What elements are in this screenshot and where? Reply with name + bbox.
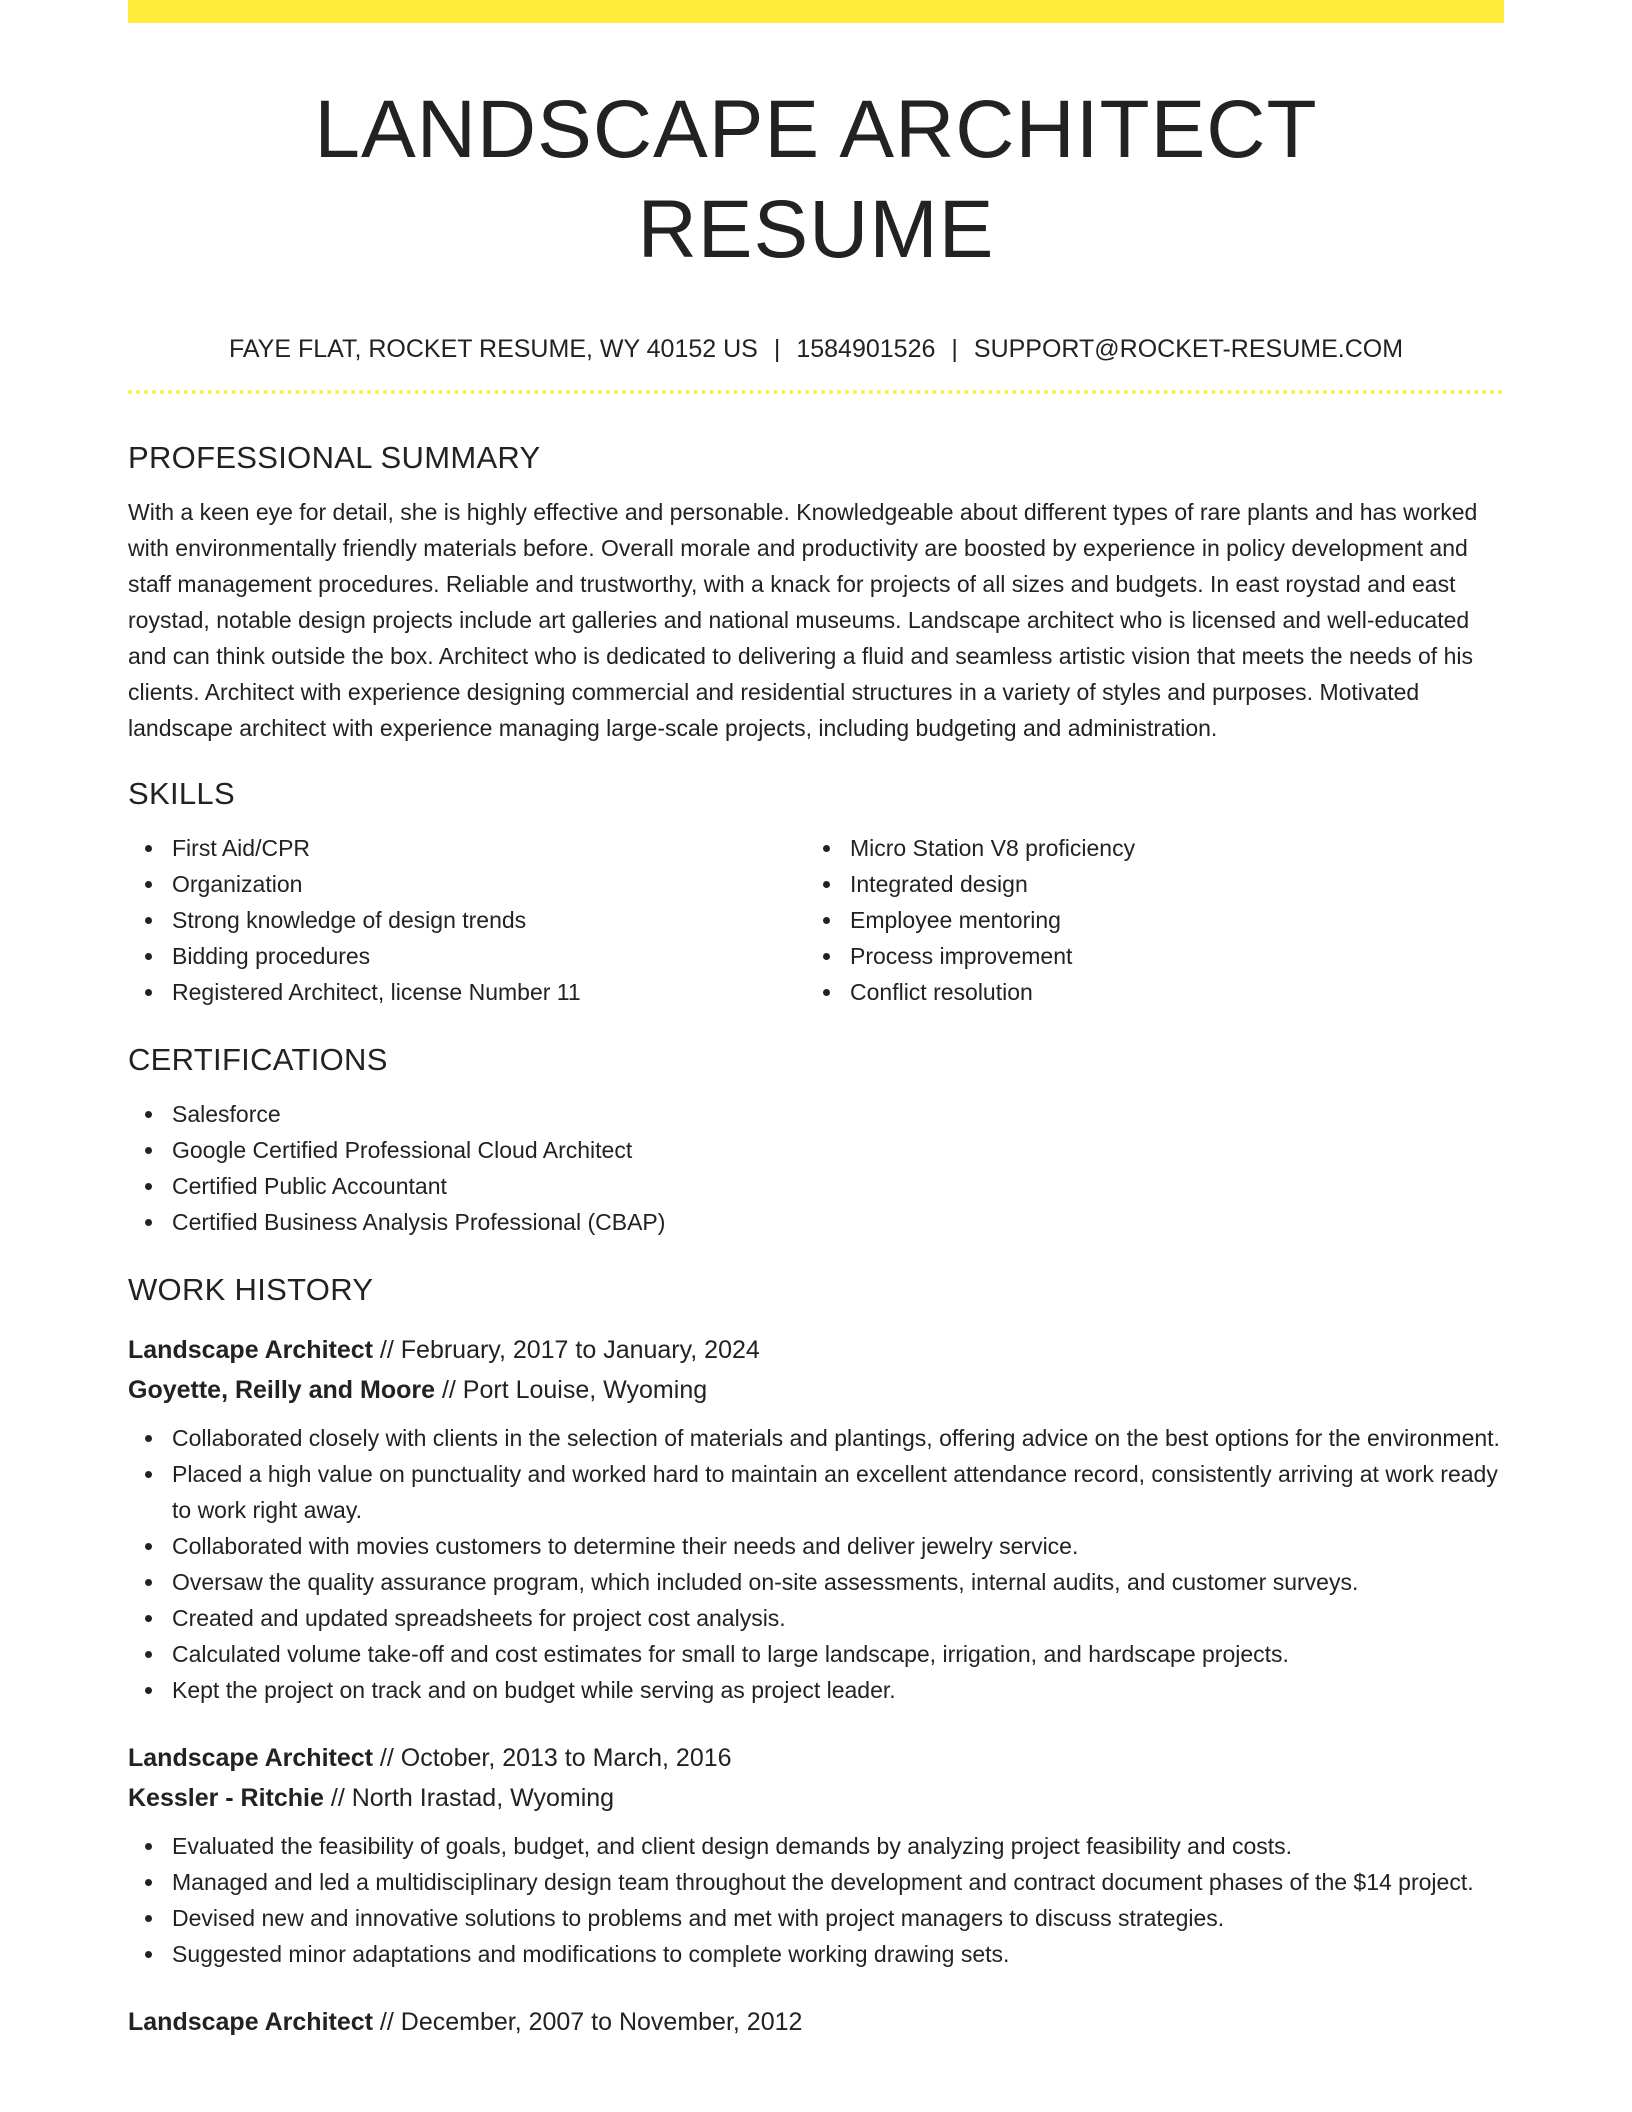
skills-left-list (128, 830, 806, 1010)
skill-item: Integrated design (806, 866, 1484, 902)
job-duty-item: Placed a high value on punctuality and worked hard to maintain an excellent attendance record, consistently arriving at work ready to work right away. (128, 1456, 1504, 1528)
job-duty-item: Kept the project on track and on budget while serving as project leader. (128, 1672, 1504, 1708)
job-dates: // December, 2007 to November, 2012 (372, 2008, 803, 2036)
skills-columns (128, 830, 1504, 1010)
skill-item: Conflict resolution (806, 974, 1484, 1010)
job-company: Kessler - Ritchie (128, 1784, 324, 1812)
resume-document (128, 0, 1504, 2042)
certifications-heading: CERTIFICATIONS (128, 1042, 388, 1077)
job-duty-item: Created and updated spreadsheets for project cost analysis. (128, 1600, 1504, 1636)
certification-item: Certified Business Analysis Professional (CBAP) (128, 1204, 1504, 1240)
job-title-line (128, 1738, 1504, 1778)
job-duty-item: Calculated volume take-off and cost estimates for small to large landscape, irrigation, and hardscape projects. (128, 1636, 1504, 1672)
dotted-divider (128, 390, 1504, 394)
job-title: Landscape Architect (128, 1744, 373, 1772)
skill-item: Strong knowledge of design trends (128, 902, 806, 938)
job-company: Goyette, Reilly and Moore (128, 1376, 436, 1404)
skills-section (128, 774, 1504, 1010)
job-dates: // October, 2013 to March, 2016 (372, 1744, 732, 1772)
job-title-line (128, 1330, 1504, 1370)
job-dates: // February, 2017 to January, 2024 (372, 1336, 760, 1364)
job-entry (128, 2002, 1504, 2042)
skill-item: Employee mentoring (806, 902, 1484, 938)
job-duties-list (128, 1828, 1504, 1972)
job-duties-list (128, 1420, 1504, 1708)
job-title-line (128, 2002, 1504, 2042)
certification-item: Certified Public Accountant (128, 1168, 1504, 1204)
job-duty-item: Managed and led a multidisciplinary design team throughout the development and contract document phases of the $14 project. (128, 1864, 1504, 1900)
job-title: Landscape Architect (128, 2008, 373, 2036)
job-duty-item: Collaborated with movies customers to determine their needs and deliver jewelry service. (128, 1528, 1504, 1564)
skill-item: First Aid/CPR (128, 830, 806, 866)
certifications-section (128, 1040, 1504, 1240)
contact-phone: 1584901526 (796, 335, 936, 363)
skills-right-list (806, 830, 1484, 1010)
job-entry (128, 1330, 1504, 1708)
job-entry (128, 1738, 1504, 1972)
skills-heading: SKILLS (128, 776, 235, 811)
work-history-heading: WORK HISTORY (128, 1272, 374, 1307)
summary-text: With a keen eye for detail, she is highly effective and personable. Knowledgeable about different types of rare plants and has worked with environmentally friendly materials before. Overall morale and productivity are boosted by experience in policy development and staff management procedures. Reliable and trustworthy, with a knack for projects of all sizes and budgets. In east roystad and east roystad, notable design projects include art galleries and national museums. Landscape architect who is licensed and well-educated and can think outside the box. Architect who is dedicated to delivering a fluid and seamless artistic vision that meets the needs of his clients. Architect with experience designing commercial and residential structures in a variety of styles and purposes. Motivated landscape architect with experience managing large-scale projects, including budgeting and administration. (128, 499, 1478, 741)
skill-item: Process improvement (806, 938, 1484, 974)
certification-item: Salesforce (128, 1096, 1504, 1132)
certifications-list (128, 1096, 1504, 1240)
job-location: // Port Louise, Wyoming (435, 1376, 708, 1404)
job-duty-item: Devised new and innovative solutions to problems and met with project managers to discuss strategies. (128, 1900, 1504, 1936)
skills-right-column (806, 830, 1484, 1010)
job-duty-item: Collaborated closely with clients in the selection of materials and plantings, offering advice on the best options for the environment. (128, 1420, 1504, 1456)
contact-line (128, 332, 1504, 366)
skill-item: Registered Architect, license Number 11 (128, 974, 806, 1010)
job-location: // North Irastad, Wyoming (323, 1784, 615, 1812)
skill-item: Micro Station V8 proficiency (806, 830, 1484, 866)
contact-email: SUPPORT@ROCKET-RESUME.COM (973, 335, 1404, 363)
job-company-line (128, 1370, 1504, 1410)
certification-item: Google Certified Professional Cloud Architect (128, 1132, 1504, 1168)
skill-item: Organization (128, 866, 806, 902)
job-title: Landscape Architect (128, 1336, 373, 1364)
job-duty-item: Suggested minor adaptations and modifications to complete working drawing sets. (128, 1936, 1504, 1972)
summary-heading: PROFESSIONAL SUMMARY (128, 440, 541, 475)
summary-section (128, 438, 1504, 746)
page-title: LANDSCAPE ARCHITECT RESUME (314, 84, 1318, 275)
skills-left-column (128, 830, 806, 1010)
job-duty-item: Oversaw the quality assurance program, which included on-site assessments, internal audits, and customer surveys. (128, 1564, 1504, 1600)
work-history-section (128, 1270, 1504, 2042)
contact-separator: | (773, 335, 781, 363)
contact-address: FAYE FLAT, ROCKET RESUME, WY 40152 US (228, 335, 758, 363)
skill-item: Bidding procedures (128, 938, 806, 974)
job-company-line (128, 1778, 1504, 1818)
contact-separator: | (951, 335, 958, 363)
job-duty-item: Evaluated the feasibility of goals, budget, and client design demands by analyzing project feasibility and costs. (128, 1828, 1504, 1864)
